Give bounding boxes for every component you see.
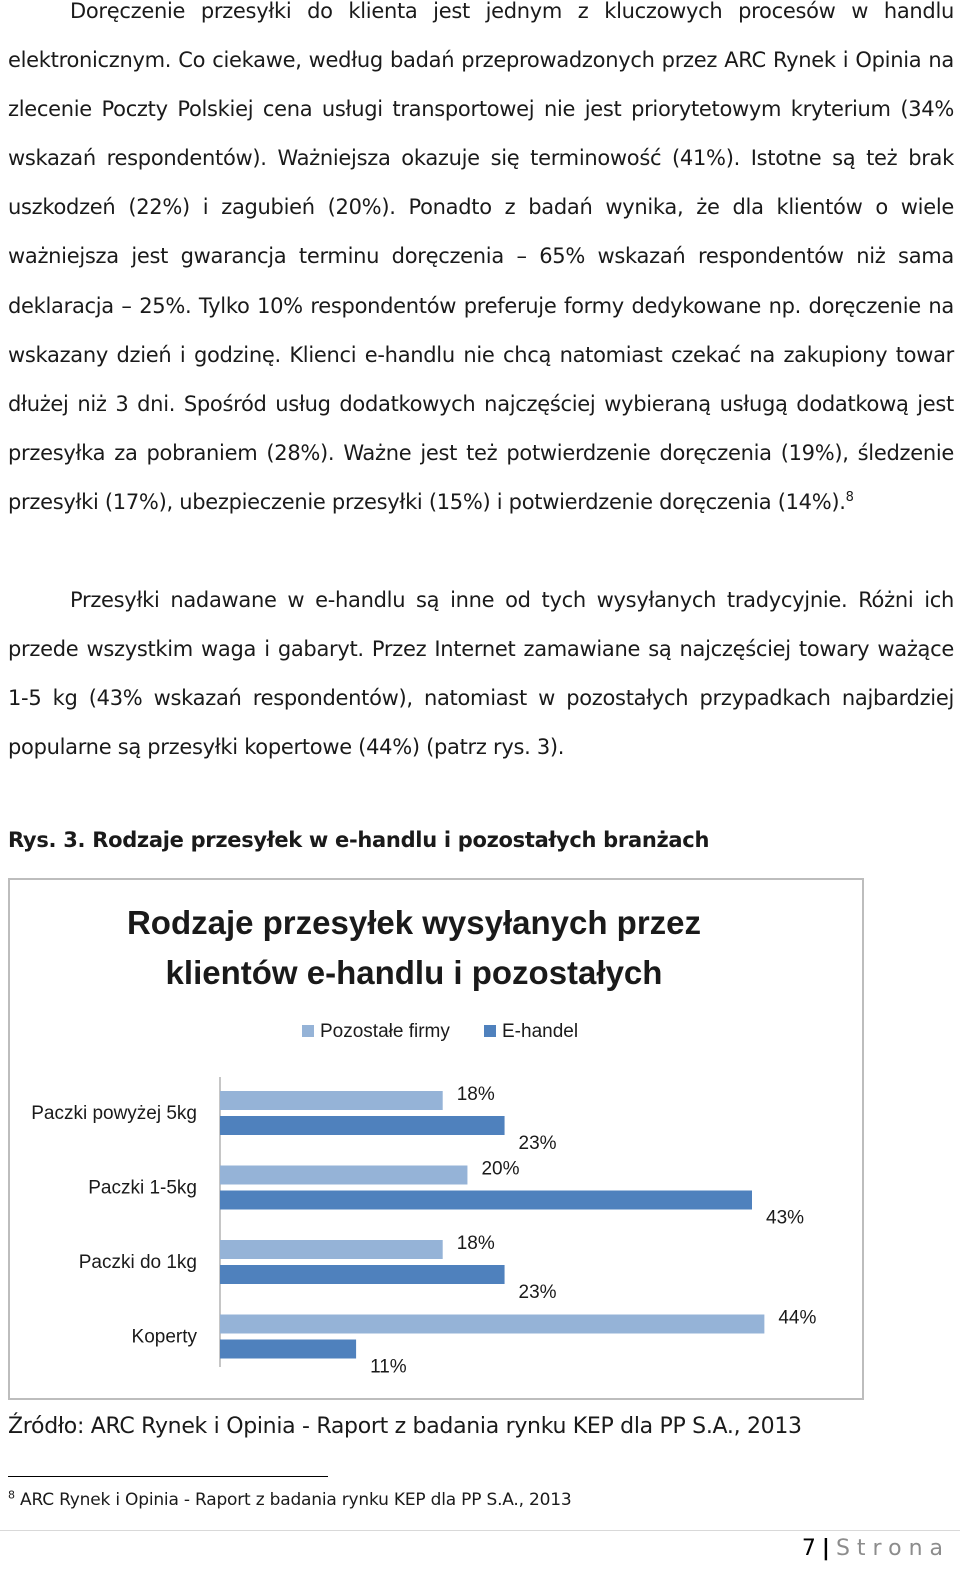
bar-pozostale — [220, 1166, 467, 1185]
data-label: 23% — [518, 1133, 557, 1154]
chart-legend — [302, 1021, 578, 1042]
page-footer-label: Strona — [835, 1536, 950, 1561]
data-label: 20% — [481, 1158, 520, 1180]
bar-pozostale — [220, 1240, 443, 1259]
bar-chart — [10, 880, 862, 1398]
footnote-text: ARC Rynek i Opinia - Raport z badania rynku KEP dla PP S.A., 2013 — [20, 1490, 572, 1510]
bar-pozostale — [220, 1315, 764, 1334]
data-label: 11% — [370, 1356, 407, 1378]
legend-swatch-1 — [484, 1025, 496, 1037]
legend-label-0: Pozostałe firmy — [320, 1021, 450, 1042]
chart-title-line-1: Rodzaje przesyłek wysyłanych przez — [126, 904, 702, 941]
footnote-reference[interactable]: 8 — [845, 489, 854, 505]
bar-ehandel — [220, 1191, 752, 1210]
category-label: Paczki 1-5kg — [88, 1177, 197, 1199]
chart-container — [8, 878, 864, 1400]
data-label: 18% — [456, 1084, 495, 1105]
legend-label-1: E-handel — [502, 1021, 579, 1042]
legend-swatch-0 — [302, 1025, 314, 1037]
category-label: Koperty — [131, 1326, 197, 1348]
page-footer-divider — [0, 1530, 960, 1531]
bar-ehandel — [220, 1340, 356, 1359]
figure-source: Źródło: ARC Rynek i Opinia - Raport z badania rynku KEP dla PP S.A., 2013 — [8, 1414, 802, 1439]
chart-plot-area — [31, 1084, 816, 1378]
data-label: 23% — [518, 1282, 557, 1303]
paragraph-2-text: Przesyłki nadawane w e-handlu są inne od tych wysyłanych tradycyjnie. Różni ich przede wszystkim waga i gabaryt. Przez Internet zamawiane są najczęściej towary ważące 1-5 kg (43% wskazań respondentów), natomiast w pozostałych przypadkach najbardziej popularne są przesyłki kopertowe (44%) (patrz rys. 3). — [8, 588, 954, 760]
body-paragraph-2 — [8, 576, 954, 772]
data-label: 44% — [778, 1307, 817, 1329]
footnote-divider — [8, 1476, 328, 1477]
category-label: Paczki powyżej 5kg — [31, 1103, 197, 1124]
footnote-number: 8 — [8, 1488, 15, 1502]
bar-pozostale — [220, 1091, 443, 1110]
figure-caption: Rys. 3. Rodzaje przesyłek w e-handlu i pozostałych branżach — [8, 828, 710, 852]
page-number: 7 — [801, 1536, 816, 1561]
chart-title-line-2: klientów e-handlu i pozostałych — [165, 954, 663, 991]
bar-ehandel — [220, 1265, 505, 1284]
data-label: 18% — [456, 1233, 495, 1254]
footnote — [8, 1490, 572, 1510]
data-label: 43% — [766, 1207, 805, 1229]
category-label: Paczki do 1kg — [78, 1252, 197, 1273]
paragraph-1-text: Doręczenie przesyłki do klienta jest jednym z kluczowych procesów w handlu elektronicznym. Co ciekawe, według badań przeprowadzonych przez ARC Rynek i Opinia na zlecenie Poczty Polskiej cena usługi transportowej nie jest priorytetowym kryterium (34% wskazań respondentów). Ważniejsza okazuje się terminowość (41%). Istotne są też brak uszkodzeń (22%) i zagubień (20%). Ponadto z badań wynika, że dla klientów o wiele ważniejsza jest gwarancja terminu doręczenia – 65% wskazań respondentów niż sama deklaracja – 25%. Tylko 10% respondentów preferuje formy dedykowane np. doręczenie na wskazany dzień i godzinę. Klienci e-handlu nie chcą natomiast czekać na zakupiony towar dłużej niż 3 dni. Spośród usług dodatkowych najczęściej wybieraną usługą dodatkową jest przesyłka za pobraniem (28%). Ważne jest też potwierdzenie doręczenia (19%), śledzenie przesyłki (17%), ubezpieczenie przesyłki (15%) i potwierdzenie doręczenia (14%). — [8, 0, 954, 514]
body-paragraph-1 — [8, 0, 954, 527]
bar-ehandel — [220, 1116, 505, 1135]
page-footer-separator: | — [821, 1536, 830, 1561]
page-footer — [802, 1536, 950, 1561]
